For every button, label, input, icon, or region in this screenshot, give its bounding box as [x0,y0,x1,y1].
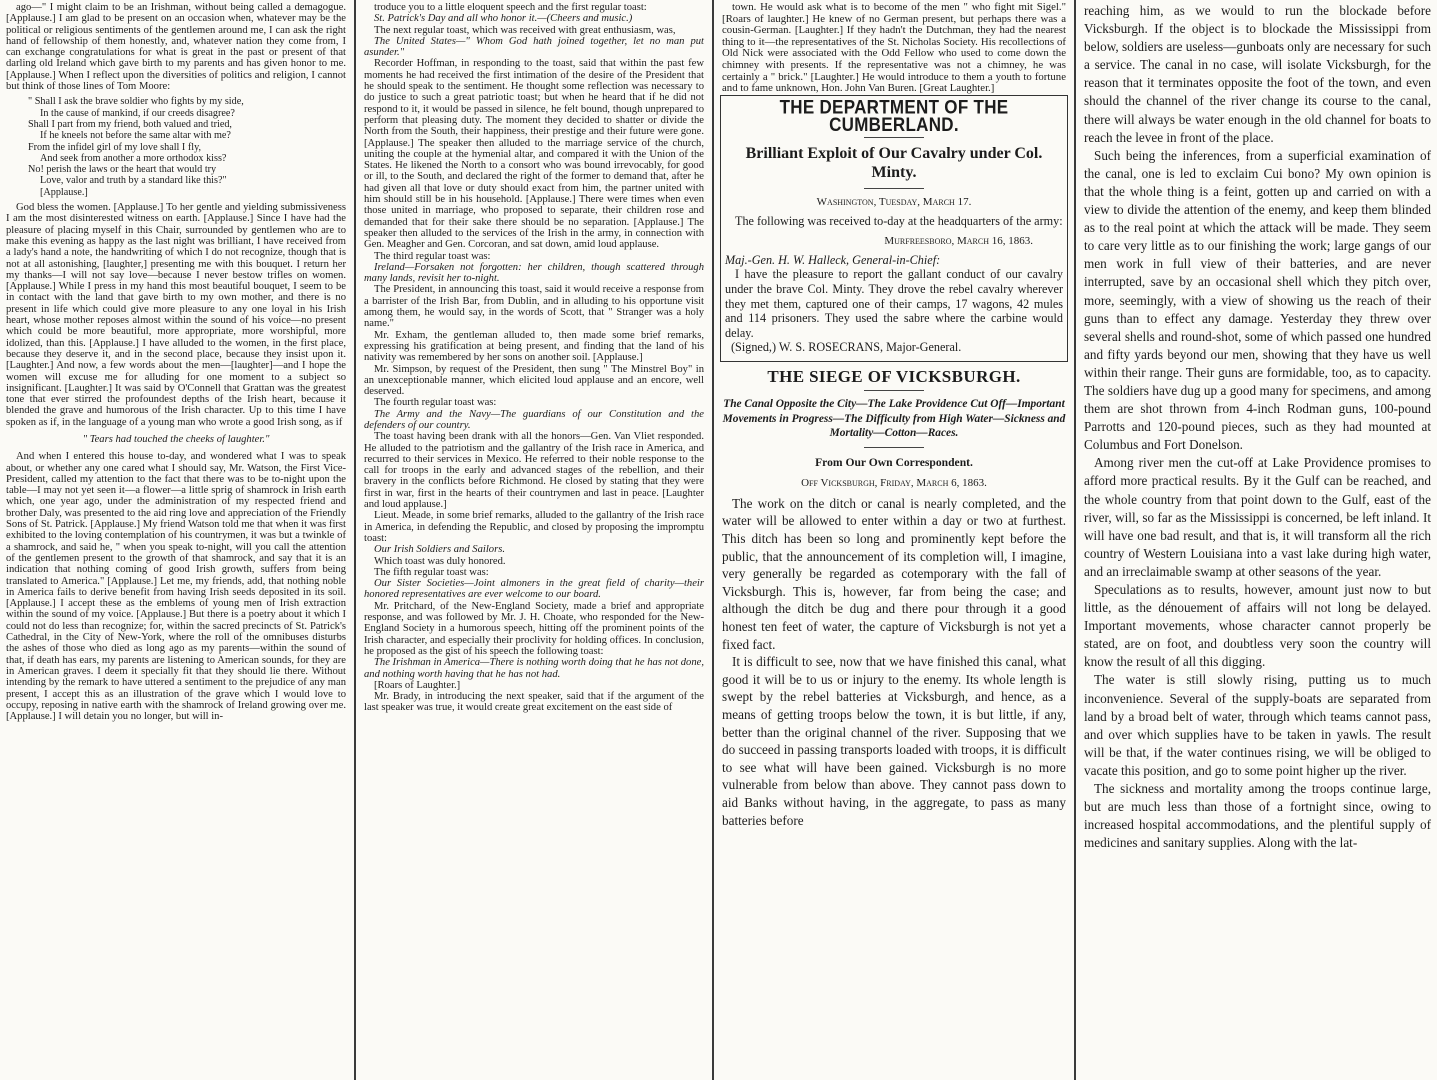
paragraph: [Roars of Laughter.] [374,679,461,691]
divider [864,447,924,448]
verse-line: If he kneels not before the same altar with me? [40,130,231,142]
divider [864,188,924,189]
paragraph: The fourth regular toast was: [374,397,497,409]
verse-line: Love, valor and truth by a standard like this?" [40,175,227,187]
paragraph: Lieut. Meade, in some brief remarks, alluded to the gallantry of the Irish race in America, in defending the Republic, and closed by proposing the impromptu toast: [364,510,704,544]
paragraph: I have the pleasure to report the gallant conduct of our cavalry under the brave Col. Minty. They drove the rebel cavalry wherever they met them, captured one of their camps, 17 wagons, 42 mules and 114 prisoners. They used the sabre where the carbine would delay. [725,267,1063,340]
paragraph: The water is still slowly rising, putting us to much inconvenience. Several of the supply-boats are separated from land by a broad belt of water, through which teams cannot pass, and over which supplies have to be taken in yawls. The result will be that, if the water continues rising, we will be obliged to vacate this position, and go to some point higher up the river. [1084,672,1431,778]
paragraph: The sickness and mortality among the troops continue large, but are much less than those of a fortnight since, owing to increased hospital accommodations, and the plentiful supply of medicines and sanitary supplies. Along with the lat- [1084,781,1431,851]
paragraph: Mr. Pritchard, of the New-England Society, made a brief and appropriate response, and was followed by Mr. J. H. Choate, who responded for the New-England Society in a humorous speech, hitting off the prominent points of the Irish character, and especially their proclivity for holding offices. In conclusion, he proposed as the gist of his speech the following toast: [364,600,704,657]
section-headline: THE DEPARTMENT OF THE CUMBERLAND. [779,96,1009,135]
toast: Our Sister Societies—Joint almoners in the great field of charity—their honored representatives are ever welcome to our board. [364,578,704,601]
verse-line: No! perish the laws or the heart that would try [28,164,217,176]
signature-line: (Signed,) W. S. ROSECRANS, Major-General. [731,340,962,355]
column-4 [1078,0,1437,1080]
paragraph: The next regular toast, which was received with great enthusiasm, was, [374,24,676,36]
column-2 [358,0,710,1080]
paragraph: Mr. Simpson, by request of the President, then sung " The Minstrel Boy" in an unexceptionable manner, which elicited loud applause and an encore, well deserved. [364,363,704,398]
toast: St. Patrick's Day and all who honor it.—(Cheers and music.) [374,13,633,25]
paragraph: Among river men the cut-off at Lake Providence promises to afford more practical results. By it the Gulf can be reached, and the whole country from that point down to the Gulf, east of the river, will, so far as the Mississippi is concerned, be left inland. It will have one bad result, and that is, it will transform all the rich country of Western Louisiana into a vast lake during high water, and an irreclaimable swamp at other seasons of the year. [1084,455,1431,579]
paragraph: The following was received to-day at the headquarters of the army: [735,213,1063,228]
paragraph: The fifth regular toast was: [374,566,489,578]
column-1 [0,0,352,1080]
section-headline: THE SIEGE OF VICKSBURGH. [767,366,1021,386]
paragraph: reaching him, as we would to run the blockade before Vicksburgh. If the object is to blockade the Mississippi from below, soldiers are useless—gunboats only are necessary for such a service. The canal in no case, will isolate Vicksburgh, for the reason that it terminates opposite the foot of the town, and even should the channel of the river change its course to the canal, there will always be water enough in the old channel for boats to reach the levee in front of the place. [1084,3,1431,145]
toast: The Irishman in America—There is nothing worth doing that he has not done, and nothing worth having that he has not had. [364,657,704,680]
byline: From Our Own Correspondent. [815,455,973,469]
paragraph: Mr. Brady, in introducing the next speaker, said that if the argument of the last speaker was true, it would create great excitement on the east side of [364,691,704,714]
verse-line: [Applause.] [40,186,88,198]
paragraph: The third regular toast was: [374,250,491,262]
poem-verse [28,96,346,198]
divider [864,137,924,138]
paragraph: town. He would ask what is to become of the men " who fight mit Sigel." [Roars of laughter.] He knew of no German present, but perhaps there was a cousin-German. [Laughter.] If they hadn't the Dutchman, they had the nearest thing to it—the representatives of the St. Nicholas Society. His recollections of Old Nick were associated with the Odd Fellow who used to come down the chimney with presents. If the representative was not a chimney, he was certainly a " brick." [Laughter.] He would introduce to them a youth to fortune and to fame unknown, Hon. John Van Buren. [Great Laughter.] [722,1,1066,95]
column-rule [712,0,714,1080]
paragraph: Mr. Exham, the gentleman alluded to, then made some brief remarks, expressing his gratification at being present, and finding that the land of his nativity was remembered by her sons on another soil. [Applause.] [364,329,704,364]
toast: Ireland—Forsaken not forgotten: her children, though scattered through many lands, revisit her to-night. [364,261,704,285]
cumberland-dispatch-box [720,95,1068,362]
paragraph: Which toast was duly honored. [374,555,506,567]
paragraph: And when I entered this house to-day, and wondered what I was to speak about, or whether any one cared what I should say, Mr. Watson, the First Vice-President, called my attention to the fact that there was to be to-night upon the table—I may not yet seen it—a flower—a little sprig of shamrock in Irish earth which, one year ago, under the administration of my respected friend and brother Daly, was presented to the aid ring love and appreciation of the Friendly Sons of St. Patrick. [Applause.] My friend Watson told me that when it was first exhibited to the loving contemplation of his countrymen, it was but a twinkle of a shamrock, and said he, " when you speak to-night, will you call the attention of the gentlemen present to the growth of that shamrock, and say that it is an indication that nothing coming of good Irish growth, suffers from being translated to America." [Applause.] Let me, my friends, add, that nothing noble in America fails to derive benefit from having Irish seeds deposited in its soil. [Applause.] I accept these as the emblems of young men of Irish extraction within the sound of my voice. [Applause.] But there is a poetry about it which I could not do less than recognize; for, within the sacred precincts of St. Patrick's Cathedral, in the City of New-York, where the roll of the omnibuses disturbs the ashes of those who died as long ago as my parents—within the sound of that, if death has ears, my parents are listening to American sounds, for they are in American graves. I deem it specially fit that they should lie there. Without intending by the remark to have uttered a sentiment to the prejudice of any man present, I accept this as an illustration of the grave which I would love to occupy, reposing in native earth with the shamrock of Ireland growing over me. [Applause.] I will detain you no longer, but will in- [6,451,346,723]
paragraph: It is difficult to see, now that we have finished this canal, what good it will be to us or injury to the enemy. Its whole length is swept by the rebel batteries at Vicksburgh, and hence, as a means of getting troops below the town, it is but little, if any, better than the original channel of the river. Supposing that we do succeed in passing transports loaded with troops, it is difficult to see what will have been gained. Vicksburgh is no more vulnerable from below than above. They cannot pass down to aid Banks without having, in the aggregate, to pass as many batteries before [722,654,1066,828]
toast: Our Irish Soldiers and Sailors. [374,544,505,556]
paragraph: Recorder Hoffman, in responding to the toast, said that within the past few moments he had received the first intimation of the desire of the President that he should speak to the sentiment. He thought some reflection was necessary to do justice to such a great patriotic toast; but when he heard that if he did not respond to it, it would be passed in silence, he felt bound, though unprepared to perform that pleasing duty. The moment they decided to shatter or divide the North from the South, their happiness, their prestige and their future were gone. [Applause.] The speaker then alluded to the marriage service of the church, uniting the couple at the hymenial altar, and compared it with the Union of the States. He likened the North to a consort who was bound irrevocably, for good or ill, to the South, and declared the right of the former to demand that, after he had given all that love or duty should exact from him, the partner united with him should still be in his household. [Applause.] There were times when even those united in marriage, who proposed to separate, their children rose and demanded that for their sake there should be no separation. [Applause.] The speaker then alluded to the services of the Irish in the army, in connection with Gen. Meagher and Gen. Corcoran, and sat down, amid loud applause. [364,58,704,251]
column-rule [354,0,356,1080]
dateline: Murfreesboro, March 16, 1863. [884,235,1033,248]
quotation: " Tears had touched the cheeks of laughter." [82,433,270,445]
headline-deck: The Canal Opposite the City—The Lake Providence Cut Off—Important Movements in Progress—The Difficulty from High Water—Sickness and Mortality—Cotton—Races. [722,398,1066,440]
divider [864,390,924,391]
column-rule [1074,0,1076,1080]
salutation: Maj.-Gen. H. W. Halleck, General-in-Chief: [725,252,941,267]
paragraph: Speculations as to results, however, amount just now to but little, as the dénouement of affairs will not long be delayed. Important movements, whose character cannot properly be stated, are on foot, and doubtless very soon the country will know the result of all this digging. [1084,582,1431,670]
column-3 [716,0,1072,1080]
verse-line: From the infidel girl of my love shall I fly, [28,141,202,153]
paragraph: Such being the inferences, from a superficial examination of the canal, one is led to exclaim Cui bono? My own opinion is that the whole thing is a feint, gotten up and carried on with a view to divide the attention of the enemy, and keep them blinded as to the real point at which the attack will be made. They seem to care very little as to our finishing the work; large gangs of our men work in full view of their batteries, and are never interrupted, save by an occasional shell which they pitch over, more, seemingly, with a view of showing us the reach of their guns than to effect any damage. Yesterday they threw over several shells and round-shot, some of which passed one hundred and fifty yards beyond our men, showing that they have us well within their range. Their guns are formidable, too, as to capacity. The soldiers have dug up a good many for specimens, and among them are shot thrown from 4-inch Rodman guns, 100-pound Parrotts and 120-pound pieces, such as they had mounted at Columbus and Fort Donelson. [1084,147,1431,453]
paragraph: The toast having been drank with all the honors—Gen. Van Vliet responded. He alluded to the patriotism and the gallantry of the Irish race in America, and recurred to their services in Mexico. He referred to their noble response to the call for troops in the early and advanced stages of the rebellion, and their bravery in the conflicts before Richmond. He closed by stating that they were first in war, first in the hearts of their countrymen and last in peace. [Laughter and loud applause.] [364,431,704,511]
toast: The United States—" Whom God hath joined together, let no man put asunder." [364,35,704,59]
verse-line: " Shall I ask the brave soldier who fights by my side, [28,96,244,108]
paragraph: The President, in announcing this toast, said it would receive a response from a barrister of the Irish Bar, from Dublin, and in alluding to his opportune visit among them, he would say, in the words of Scott, that " Stranger was a holy name." [364,284,704,330]
article-headline: Brilliant Exploit of Our Cavalry under Col. Minty. [745,144,1043,181]
verse-line: And seek from another a more orthodox kiss? [40,152,227,164]
dateline: Off Vicksburgh, Friday, March 6, 1863. [801,477,987,490]
toast: The Army and the Navy—The guardians of our Constitution and the defenders of our country. [364,408,704,431]
paragraph: troduce you to a little eloquent speech and the first regular toast: [374,2,647,13]
verse-line: Shall I part from my friend, both valued and tried, [28,118,232,130]
paragraph: The work on the ditch or canal is nearly completed, and the water will be allowed to enter within a day or two at furthest. This ditch has been so long and prominently kept before the public, that the announcement of its completion will, I imagine, very generally be regarded as cotemporary with the fall of Vicksburgh. This is, however, far from being the case; and although the ditch be dug and there pour through it a good honest ten feet of water, the capture of Vicksburgh is not yet a fixed fact. [722,495,1066,652]
verse-line: In the cause of mankind, if our creeds disagree? [40,107,235,119]
paragraph: ago—" I might claim to be an Irishman, without being called a demagogue. [Applause.] I am glad to be present on an occasion when, whatever may be the political or religious sentiments of the gentlemen around me, I can ask the right hand of fellowship of them honestly, and, whatever nation they come from, I can exchange congratulations for what is great in the past or present of that darling old Ireland which gave birth to my parents and has given honor to me. [Applause.] When I reflect upon the diversities of politics and religion, I cannot but think of those lines of Tom Moore: [6,2,346,93]
paragraph: God bless the women. [Applause.] To her gentle and yielding submissiveness I am the most disinterested witness on earth. [Applause.] Since I have had the pleasure of placing myself in this Chair, surrounded by gentlemen who are to make this evening as happy as the last night was brilliant, I have received from a lady's hand a note, the handwriting of which I do not recognize, though that is not at all astonishing, [laughter,] presenting me with this bouquet. I return her my thanks—I will not say love—because I never bestow trifles on women. [Applause.] While I press in my hand this most beautiful bouquet, I seem to be in contact with the land that gave birth to my own mother, and there is no present in life which could give more pleasure to any one loyal in his Irish heart, whose mother reposes almost within the sound of his voice—no present which could be more beautiful, more appropriate, more worshipful, more idolized, than this. [Applause.] I have alluded to the women, in the first place, because they deserve it, and in the second place, because they insist upon it. [Laughter.] And now, a few words about the men—[laughter]—and I hope the women will excuse me for alluding for one moment to a subject so insignificant. [Laughter.] It was said by O'Connell that Grattan was the greatest tone that ever stirred the profoundest depths of the Irish heart, because it blended the grave and humorous of the Irish character. Up to this time I have spoken as if, in the language of a young man who wrote a good Irish song, as if [6,202,346,428]
dateline: Washington, Tuesday, March 17. [816,195,972,208]
